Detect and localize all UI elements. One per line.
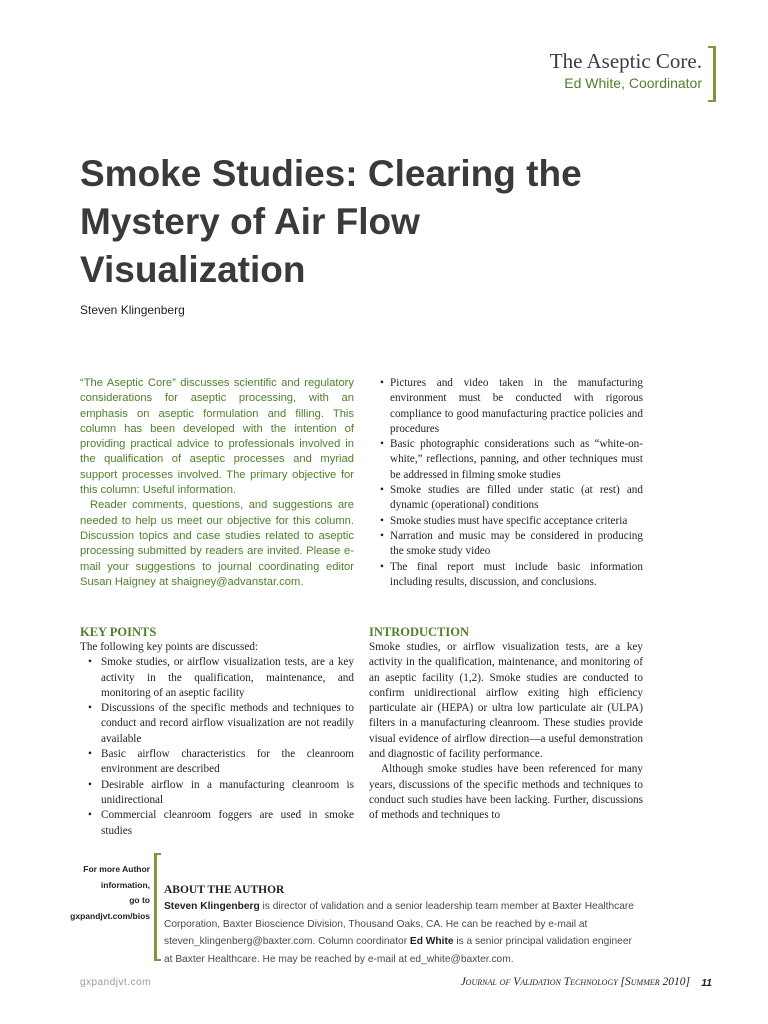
introduction-section — [369, 624, 643, 824]
sidenote-line: information, — [100, 879, 150, 890]
header-bracket — [708, 46, 716, 102]
sidenote-line: For more Author — [83, 864, 150, 874]
author-bio-text: is director of validation and a senior leadership team member at Baxter Healthcare Corporation, Baxter Bioscience Division, Thousand Oaks, CA. He can be reached by e-mail at steven_klingenberg@baxter.com. Column coordinator — [164, 901, 634, 947]
intro-paragraph-1: “The Aseptic Core” discusses scientific and regulatory considerations for aseptic processing, with an emphasis on aseptic formulation and filling. This column has been developed with the intention of providing practical advice to professionals involved in the qualification of aseptic processes and myriad support processes involved. The primary objective for this column: Useful information. — [80, 377, 354, 497]
key-points-list — [80, 655, 354, 839]
coordinator-bio-text: is a senior principal validation engineer at Baxter Healthcare. He may be reached by e-mail at ed_white@baxter.com. — [164, 936, 632, 965]
author-name: Steven Klingenberg — [164, 901, 260, 912]
about-author-box — [164, 883, 638, 968]
list-item: • Commercial cleanroom foggers are used in smoke studies — [80, 808, 354, 839]
author-info-sidenote — [60, 862, 150, 924]
list-item: • The final report must include basic information including results, discussion, and conclusions. — [369, 560, 643, 591]
coordinator-name: Ed White — [409, 936, 454, 947]
bullet-list — [369, 376, 643, 590]
list-item: • Narration and music may be considered in producing the smoke study video — [369, 529, 643, 560]
sidenote-link[interactable]: gxpandjvt.com/bios — [70, 910, 150, 921]
footer-journal: Journal of Validation Technology [Summer 2010] — [460, 976, 690, 988]
footer-url[interactable]: gxpandjvt.com — [80, 977, 151, 988]
list-item: • Desirable airflow in a manufacturing cleanroom is unidirectional — [80, 778, 354, 809]
article-title: Smoke Studies: Clearing the Mystery of Air Flow Visualization — [80, 153, 582, 290]
list-item: • Basic airflow characteristics for the cleanroom environment are described — [80, 747, 354, 778]
key-points-section — [80, 624, 354, 839]
sidenote-line: go to — [129, 895, 150, 905]
intro-paragraph-2: Reader comments, questions, and suggestions are needed to help us meet our objective for this column. Discussion topics and case studies related to aseptic processing submitted by readers are invited. Please e-mail your suggestions to journal coordinating editor Susan Haigney at shaigney@advanstar.com. — [80, 499, 354, 588]
introduction-paragraph-1: Smoke studies, or airflow visualization tests, are a key activity in the qualification, maintenance, and monitoring of an aseptic facility (1,2). Smoke studies are conducted to confirm unidirectional airflow exiting high efficiency particulate air (HEPA) or ultra low particulate air (ULPA) filters in a manufacturing cleanroom. These studies provide visual evidence of airflow direction—a useful demonstration and diagnostic of facility performance. — [369, 641, 643, 761]
introduction-paragraph-2: Although smoke studies have been referenced for many years, discussions of the specific methods and techniques to conduct such studies have been lacking. Further, discussions of methods and techniques to — [369, 763, 643, 822]
column-intro — [80, 376, 354, 590]
list-item: • Pictures and video taken in the manufacturing environment must be conducted with rigorous compliance to good manufacturing practice policies and procedures — [369, 376, 643, 437]
page-number: 11 — [701, 977, 712, 989]
list-item: • Discussions of the specific methods and techniques to conduct and record airflow visualization are not readily available — [80, 701, 354, 747]
list-item: • Smoke studies are filled under static (at rest) and dynamic (operational) conditions — [369, 483, 643, 514]
key-points-heading: KEY POINTS — [80, 625, 157, 639]
column-coordinator: Ed White, Coordinator — [564, 75, 702, 91]
about-author-heading: ABOUT THE AUTHOR — [164, 884, 285, 896]
introduction-heading: INTRODUCTION — [369, 625, 470, 639]
author-bracket — [154, 853, 161, 961]
key-points-lead: The following key points are discussed: — [80, 641, 259, 653]
list-item: • Smoke studies, or airflow visualization tests, are a key activity in the qualification, maintenance, and monitoring of an aseptic facility — [80, 655, 354, 701]
list-item: • Basic photographic considerations such as “white-on-white,” reflections, panning, and other techniques must be addressed in filming smoke studies — [369, 437, 643, 483]
column-header — [550, 48, 702, 92]
column-name: The Aseptic Core. — [549, 49, 702, 73]
author-bio — [164, 898, 638, 968]
key-points-continued — [369, 376, 643, 590]
byline: Steven Klingenberg — [80, 303, 185, 317]
list-item: • Smoke studies must have specific acceptance criteria — [369, 514, 643, 529]
